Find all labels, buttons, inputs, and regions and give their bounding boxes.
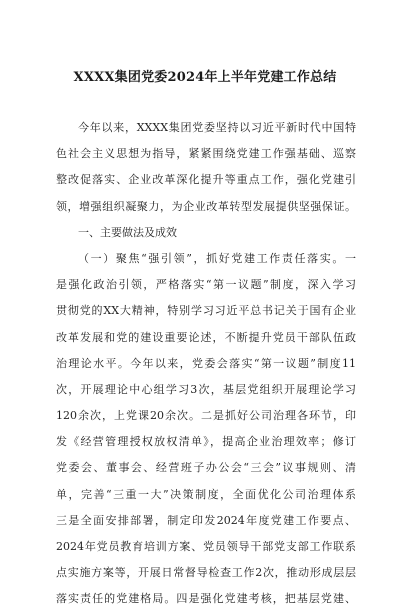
body-line: 整改促落实、企业改革深化提升等重点工作，强化党建引 — [56, 173, 356, 187]
body-line: 色社会主义思想为指导，紧紧围绕党建工作强基础、巡察 — [56, 147, 356, 161]
body-line: 治理论水平。今年以来，党委会落实“第一议题”制度11 — [56, 356, 356, 370]
body-line: 2024年党员教育培训方案、党员领导干部党支部工作联系 — [56, 540, 356, 553]
body-line: 三是全面安排部署，制定印发2024年度党建工作要点、 — [56, 513, 356, 527]
body-line: 发《经营管理授权放权清单》，提高企业治理效率；修订 — [56, 435, 356, 449]
body-line: 党委会、董事会、经营班子办公会“三会”议事规则、清 — [56, 461, 356, 475]
body-line: 落实责任的党建格局。四是强化党建考核，把基层党建、 — [56, 592, 356, 606]
body-line: 一、主要做法及成效 — [78, 225, 177, 239]
body-line: 点实施方案等，开展日常督导检查工作2次，推动形成层层 — [56, 566, 356, 580]
body-line: 是强化政治引领，严格落实“第一议题”制度，深入学习 — [56, 278, 356, 292]
body-line: 120余次，上党课20余次。二是抓好公司治理各环节，印 — [56, 409, 356, 423]
body-line: 单，完善“三重一大”决策制度，全面优化公司治理体系 — [56, 487, 356, 501]
document-body — [56, 115, 356, 613]
body-line: 改革发展和党的建设重要论述，不断提升党员干部队伍政 — [56, 330, 356, 344]
body-line: 今年以来，XXXX集团党委坚持以习近平新时代中国特 — [78, 121, 356, 134]
body-line: 次，开展理论中心组学习3次，基层党组织开展理论学习 — [56, 382, 356, 396]
document-title: XXXX集团党委2024年上半年党建工作总结 — [73, 70, 337, 85]
body-line: 领，增强组织凝聚力，为企业改革转型发展提供坚强保证。 — [56, 199, 356, 213]
body-line: 贯彻党的XX大精神，特别学习习近平总书记关于国有企业 — [56, 304, 356, 318]
body-line: （一）聚焦“强引领”，抓好党建工作责任落实。一 — [78, 251, 356, 265]
